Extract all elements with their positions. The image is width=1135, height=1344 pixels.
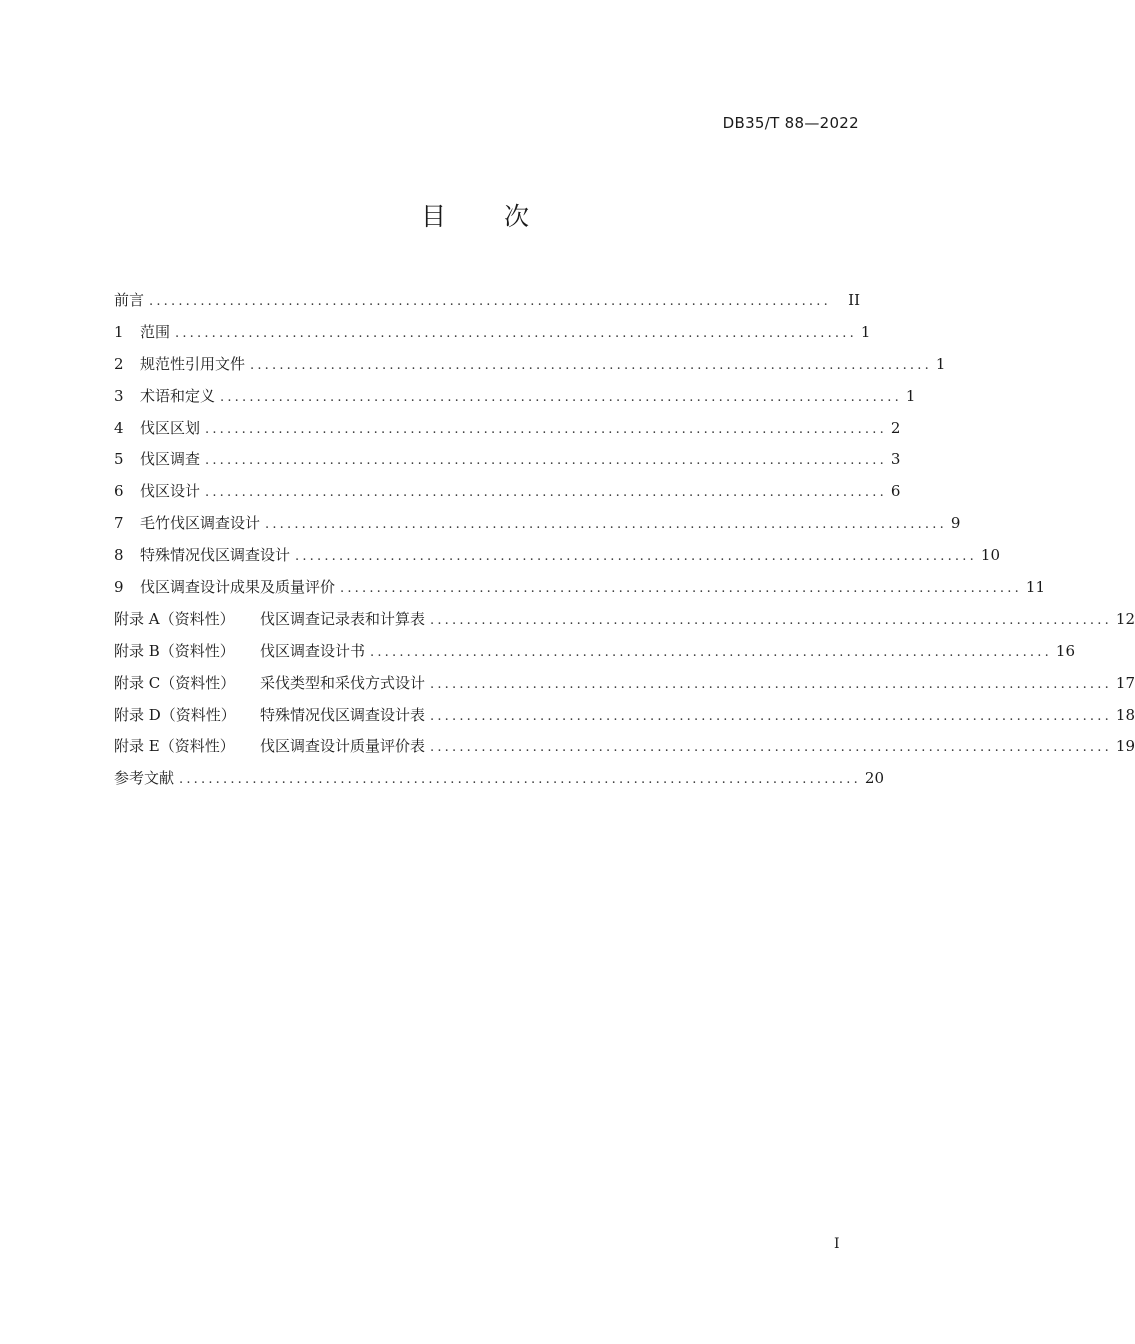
toc-entry-page-number: 18 <box>1115 705 1135 724</box>
toc-entry-leader-dots: ............................................................................................. <box>250 357 932 373</box>
toc-entry[interactable] <box>114 382 916 414</box>
toc-entry-label: 术语和定义 <box>140 386 216 405</box>
toc-entry-page-number: 9 <box>950 514 961 533</box>
toc-entry[interactable] <box>114 286 860 318</box>
toc-entry-leader-dots: ............................................................................................. <box>205 485 887 501</box>
toc-entry-number: 7 <box>114 514 124 533</box>
toc-entry-page-number: 1 <box>860 322 871 341</box>
toc-entry-number: 5 <box>114 450 124 469</box>
toc-entry-number: 6 <box>114 482 124 501</box>
toc-title-char-2: 次 <box>504 202 530 231</box>
toc-entry-page-number: 20 <box>864 769 885 788</box>
toc-entry-page-number: 3 <box>890 450 901 469</box>
toc-entry-leader-dots: ............................................................................................. <box>295 549 977 565</box>
toc-entry-label: 特殊情况伐区调查设计 <box>140 546 291 565</box>
toc-entry-label: 参考文献 <box>114 769 175 788</box>
toc-entry-label: 范围 <box>140 322 171 341</box>
toc-title-char-1: 目 <box>420 202 446 231</box>
toc-entry-page-number: 11 <box>1025 578 1046 597</box>
toc-title <box>0 200 950 234</box>
toc-entry-leader-dots: ............................................................................................. <box>175 325 857 341</box>
toc-entry-page-number: 1 <box>935 354 946 373</box>
toc-entry-label: 伐区调查设计成果及质量评价 <box>140 578 336 597</box>
toc-entry[interactable] <box>114 414 901 446</box>
toc-entry-leader-dots: ............................................................................................. <box>205 453 887 469</box>
toc-entry-page-number: 19 <box>1115 737 1135 756</box>
toc-entry-label: 毛竹伐区调查设计 <box>140 514 261 533</box>
toc-entry-number: 4 <box>114 418 124 437</box>
toc-entry-leader-dots: ............................................................................................. <box>205 421 887 437</box>
toc-entry-leader-dots: ............................................................................................. <box>179 772 861 788</box>
toc-entry-page-number: 12 <box>1115 609 1135 628</box>
toc-entry-label: 特殊情况伐区调查设计表 <box>260 705 426 724</box>
document-code: DB35/T 88—2022 <box>722 114 859 132</box>
toc-entry-label: 规范性引用文件 <box>140 354 246 373</box>
toc-entry[interactable] <box>114 350 946 382</box>
toc-entry-page-number: 6 <box>890 482 901 501</box>
toc-entry-leader-dots: ............................................................................................. <box>149 294 831 309</box>
toc-entry-appendix-prefix: 附录 D（资料性） <box>114 705 236 724</box>
toc-entry[interactable] <box>114 509 961 541</box>
toc-entry-appendix-prefix: 附录 C（资料性） <box>114 673 236 692</box>
toc-entry-leader-dots: ............................................................................................. <box>265 517 947 533</box>
toc-entry[interactable] <box>114 318 871 350</box>
toc-entry[interactable] <box>114 541 1001 573</box>
toc-entry[interactable] <box>114 701 1135 733</box>
toc-entry-page-number: 10 <box>980 546 1001 565</box>
toc-entry[interactable] <box>114 605 1135 637</box>
page-number: I <box>834 1236 840 1252</box>
toc-entry-page-number: 16 <box>1055 641 1076 660</box>
toc-entry-number: 9 <box>114 578 124 597</box>
toc-entry-leader-dots: ............................................................................................. <box>430 612 1112 628</box>
toc-entry-page-number: II <box>848 291 860 309</box>
toc-entry[interactable] <box>114 669 1135 701</box>
toc-entry[interactable] <box>114 573 1046 605</box>
toc-entry-leader-dots: ............................................................................................. <box>340 581 1022 597</box>
toc-entry-leader-dots: ............................................................................................. <box>220 389 902 405</box>
toc-entry-label: 伐区调查设计质量评价表 <box>260 737 426 756</box>
toc-entry-leader-dots: ............................................................................................. <box>430 740 1112 756</box>
toc-entry-leader-dots: ............................................................................................. <box>430 708 1112 724</box>
toc-entry[interactable] <box>114 637 1076 669</box>
toc-entry-label: 伐区区划 <box>140 418 201 437</box>
toc-entry-page-number: 2 <box>890 418 901 437</box>
toc-entry-label: 前言 <box>114 291 145 309</box>
toc-entry-label: 伐区调查 <box>140 450 201 469</box>
toc-entry-label: 伐区调查设计书 <box>260 641 366 660</box>
toc-entry-page-number: 17 <box>1115 673 1135 692</box>
toc-entry-leader-dots: ............................................................................................. <box>430 676 1112 692</box>
toc-entry-label: 采伐类型和采伐方式设计 <box>260 673 426 692</box>
toc-entry[interactable] <box>114 764 885 796</box>
toc-entry[interactable] <box>114 477 901 509</box>
toc-entry-appendix-prefix: 附录 E（资料性） <box>114 737 235 756</box>
toc-entry-label: 伐区设计 <box>140 482 201 501</box>
toc-entry-number: 8 <box>114 546 124 565</box>
toc-entry-label: 伐区调查记录表和计算表 <box>260 609 426 628</box>
toc-entry-number: 2 <box>114 354 124 373</box>
toc-list <box>114 286 1135 796</box>
toc-entry-leader-dots: ............................................................................................. <box>370 644 1052 660</box>
toc-entry-appendix-prefix: 附录 B（资料性） <box>114 641 235 660</box>
toc-entry-page-number: 1 <box>905 386 916 405</box>
toc-entry-number: 3 <box>114 386 124 405</box>
toc-entry-number: 1 <box>114 322 124 341</box>
toc-entry[interactable] <box>114 732 1135 764</box>
toc-entry[interactable] <box>114 445 901 477</box>
toc-entry-appendix-prefix: 附录 A（资料性） <box>114 609 235 628</box>
